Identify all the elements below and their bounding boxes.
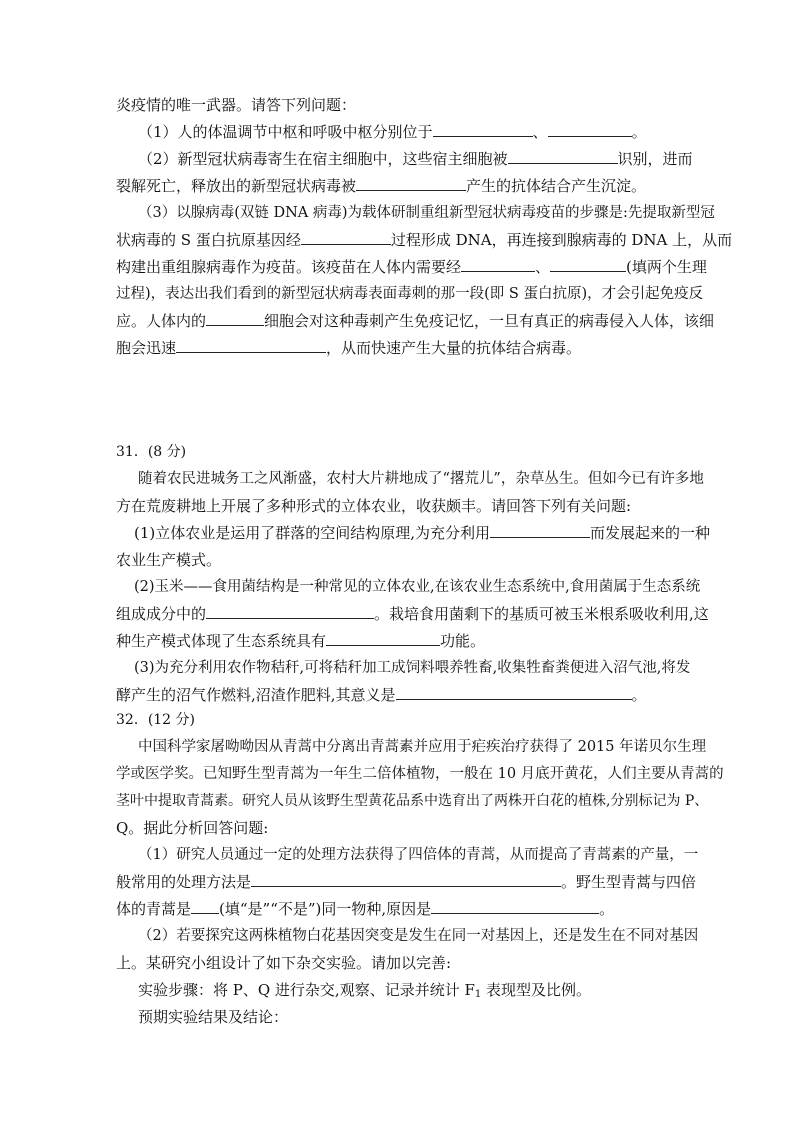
text: 应。人体内的 bbox=[116, 312, 207, 330]
question-3-line bbox=[116, 257, 707, 277]
question-32-1-line bbox=[138, 845, 698, 865]
text: 功能。 bbox=[440, 632, 486, 650]
question-32-1-line bbox=[116, 899, 614, 919]
text: 。 bbox=[599, 900, 615, 918]
text: 茎叶中提取青蒿素。研究人员从该野生型黄花品系中选育出了两株开白花的植株,分别标记为 P、 bbox=[116, 793, 709, 809]
text: (2)玉米——食用菌结构是一种常见的立体农业,在该农业生态系统中,食用菌属于生态系统 bbox=[134, 579, 701, 595]
question-3-line bbox=[116, 311, 714, 331]
question-31-3-line bbox=[116, 685, 647, 705]
answer-blank[interactable] bbox=[301, 230, 391, 245]
text: 种生产模式体现了生态系统具有 bbox=[116, 632, 327, 650]
expected-results-line bbox=[138, 1007, 288, 1027]
question-31-3-line bbox=[134, 658, 690, 678]
question-31-1-line bbox=[134, 523, 710, 543]
answer-blank[interactable] bbox=[431, 899, 599, 914]
text: 。栽培食用菌剩下的基质可被玉米根系吸收利用,这 bbox=[374, 605, 709, 623]
answer-blank[interactable] bbox=[206, 604, 374, 619]
answer-blank[interactable] bbox=[191, 899, 219, 914]
text: 。野生型青蒿与四倍 bbox=[561, 873, 697, 891]
text: 、 bbox=[532, 123, 548, 141]
answer-blank[interactable] bbox=[433, 122, 533, 137]
text: 学或医学奖。已知野生型青蒿为一年生二倍体植物，一般在 10 月底开黄花，人们主要从青蒿的 bbox=[116, 766, 724, 782]
question-31-2-line bbox=[116, 631, 485, 651]
question-1-line bbox=[138, 122, 647, 142]
text: 过程)，表达出我们看到的新型冠状病毒表面毒刺的那一段(即 S 蛋白抗原)，才会引起免疫反 bbox=[116, 286, 704, 302]
answer-blank[interactable] bbox=[356, 176, 466, 191]
question-32-1-line bbox=[116, 872, 696, 892]
text: 随着农民进城务工之风渐盛，农村大片耕地成了“撂荒儿”，杂草丛生。但如今已有许多地 bbox=[138, 471, 704, 487]
text-line bbox=[116, 496, 631, 516]
text: 表现型及比例。 bbox=[481, 981, 592, 999]
text-line bbox=[116, 95, 356, 115]
subscript: 1 bbox=[474, 989, 482, 1000]
text: 组成成分中的 bbox=[116, 605, 207, 623]
text: 农业生产模式。 bbox=[116, 551, 222, 569]
text: 构建出重组腺病毒作为疫苗。该疫苗在人体内需要经 bbox=[116, 258, 462, 276]
text: (填“是”“不是”)同一物种,原因是 bbox=[219, 900, 432, 918]
answer-blank[interactable] bbox=[490, 523, 590, 538]
text: 、 bbox=[535, 258, 551, 276]
answer-blank[interactable] bbox=[548, 122, 632, 137]
question-31-2-line bbox=[116, 604, 709, 624]
text: 状病毒的 S 蛋白抗原基因经 bbox=[116, 231, 301, 249]
answer-blank[interactable] bbox=[461, 257, 535, 272]
text: 上。某研究小组设计了如下杂交实验。请加以完善: bbox=[116, 954, 452, 972]
text: 般常用的处理方法是 bbox=[116, 873, 252, 891]
answer-blank[interactable] bbox=[206, 311, 264, 326]
question-3-line bbox=[138, 203, 715, 223]
question-3-line bbox=[116, 230, 732, 250]
text-line bbox=[116, 791, 708, 811]
text: 31．(8 分) bbox=[116, 444, 187, 460]
text: （3）以腺病毒(双链 DNA 病毒)为载体研制重组新型冠状病毒疫苗的步骤是:先提取新型冠 bbox=[138, 205, 715, 221]
text: Q。据此分析回答问题: bbox=[116, 819, 269, 837]
text: 中国科学家屠呦呦因从青蒿中分离出青蒿素并应用于疟疾治疗获得了 2015 年诺贝尔生理 bbox=[138, 739, 707, 755]
question-31-2-line bbox=[134, 577, 700, 597]
text: 炎疫情的唯一武器。请答下列问题： bbox=[116, 96, 357, 114]
text: 识别，进而 bbox=[617, 150, 693, 168]
answer-blank[interactable] bbox=[396, 685, 632, 700]
text: 产生的抗体结合产生沉淀。 bbox=[466, 177, 647, 195]
text-line bbox=[116, 818, 268, 838]
answer-blank[interactable] bbox=[326, 631, 440, 646]
text: (3)为充分利用农作物秸秆,可将秸秆加工成饲料喂养牲畜,收集牲畜粪便进入沼气池,将发 bbox=[134, 660, 691, 676]
text: 。 bbox=[631, 123, 647, 141]
question-2-line bbox=[116, 176, 646, 196]
answer-blank[interactable] bbox=[251, 872, 561, 887]
text-line bbox=[138, 737, 706, 757]
text: （1）人的体温调节中枢和呼吸中枢分别位于 bbox=[138, 123, 433, 141]
question-heading-31 bbox=[116, 442, 186, 462]
text: ，从而快速产生大量的抗体结合病毒。 bbox=[326, 339, 582, 357]
text: 实验步骤：将 P、Q 进行杂交,观察、记录并统计 F bbox=[138, 981, 475, 999]
text: 裂解死亡，释放出的新型冠状病毒被 bbox=[116, 177, 357, 195]
text: 细胞会对这种毒刺产生免疫记忆，一旦有真正的病毒侵入人体，该细 bbox=[264, 312, 715, 330]
question-3-line bbox=[116, 338, 581, 358]
text: （2）新型冠状病毒寄生在宿主细胞中，这些宿主细胞被 bbox=[138, 150, 508, 168]
question-2-line bbox=[138, 149, 693, 169]
experiment-steps-line bbox=[138, 980, 591, 1005]
text: (1)立体农业是运用了群落的空间结构原理,为充分利用 bbox=[134, 524, 491, 542]
text: 体的青蒿是 bbox=[116, 900, 192, 918]
text: 32．(12 分) bbox=[116, 712, 196, 728]
text: (填两个生理 bbox=[626, 258, 707, 276]
text: 预期实验结果及结论： bbox=[138, 1008, 289, 1026]
text: 而发展起来的一种 bbox=[590, 524, 711, 542]
answer-blank[interactable] bbox=[508, 149, 618, 164]
question-heading-32 bbox=[116, 710, 195, 730]
text: 方在荒废耕地上开展了多种形式的立体农业，收获颇丰。请回答下列有关问题: bbox=[116, 497, 632, 515]
question-32-2-line bbox=[116, 953, 451, 973]
text: 过程形成 DNA，再连接到腺病毒的 DNA 上，从而 bbox=[390, 231, 733, 249]
question-32-2-line bbox=[138, 926, 698, 946]
text: 酵产生的沼气作燃料,沼渣作肥料,其意义是 bbox=[116, 686, 396, 704]
text: （2）若要探究这两株植物白花基因突变是发生在同一对基因上，还是发生在不同对基因 bbox=[138, 928, 699, 944]
text: 胞会迅速 bbox=[116, 339, 177, 357]
answer-blank[interactable] bbox=[550, 257, 626, 272]
text-line bbox=[138, 469, 704, 489]
text-line bbox=[116, 550, 221, 570]
text: 。 bbox=[631, 686, 647, 704]
question-3-line bbox=[116, 284, 703, 304]
text: （1）研究人员通过一定的处理方法获得了四倍体的青蒿，从而提高了青蒿素的产量，一 bbox=[138, 847, 699, 863]
answer-blank[interactable] bbox=[176, 338, 326, 353]
text-line bbox=[116, 764, 724, 784]
